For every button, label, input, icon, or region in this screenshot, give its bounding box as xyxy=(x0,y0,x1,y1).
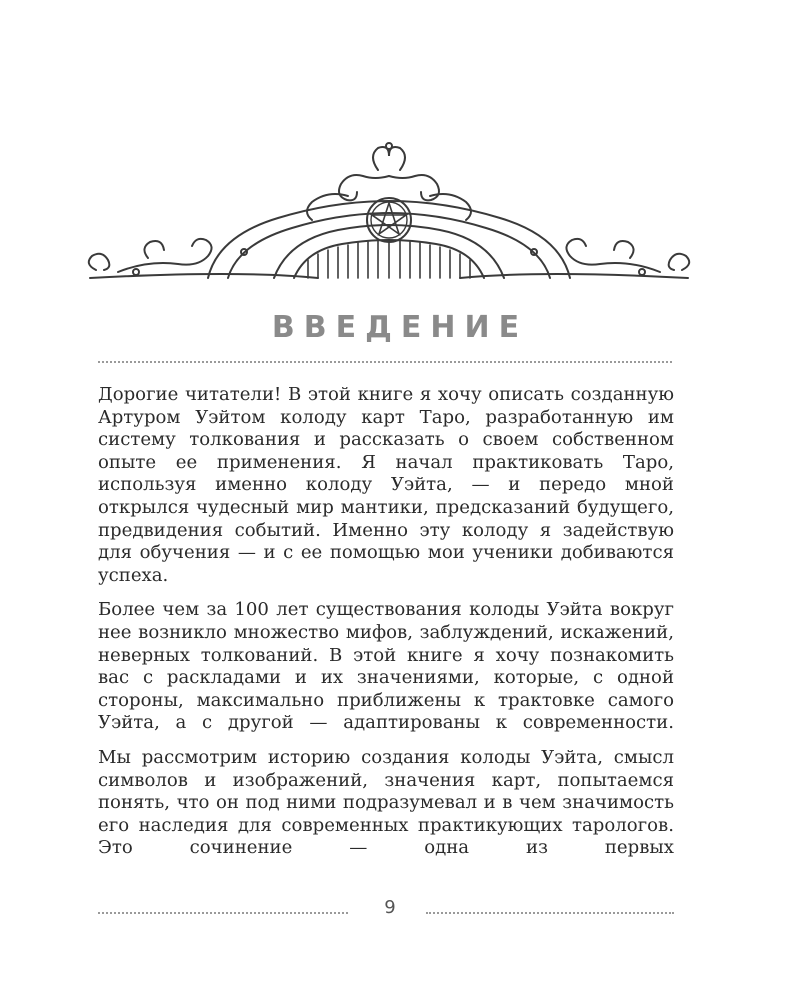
paragraph: Более чем за 100 лет существования колоды Уэйта вокруг нее возникло множество мифов, заблуждений, искажений, неверных толкований. В этой книге я хочу познакомить вас с раскладами и их значениями, которые, с одной стороны, максимально приближены к трактовке самого Уэйта, а с другой — адаптированы к современности. xyxy=(98,599,674,734)
title-divider xyxy=(98,361,672,363)
paragraph: Дорогие читатели! В этой книге я хочу описать созданную Артуром Уэйтом колоду карт Таро, разработанную им систему толкования и рассказать о своем собственном опыте ее применения. Я начал практиковать Таро, используя именно колоду Уэйта, — и передо мной открылся чудесный мир мантики, предсказаний будущего, предвидения событий. Именно эту колоду я задействую для обучения — и с ее помощью мои ученики добиваются успеха. xyxy=(98,384,674,586)
header-ornament xyxy=(78,140,700,290)
paragraph: Мы рассмотрим историю создания колоды Уэйта, смысл символов и изображений, значения карт, попытаемся понять, что он под ними подразумевал и в чем значимость его наследия для современных практикующих тарологов. Это сочинение — одна из первых xyxy=(98,746,674,859)
footer-divider-left xyxy=(98,912,348,914)
page-number: 9 xyxy=(384,897,396,918)
chapter-body xyxy=(98,384,674,860)
footer-divider-right xyxy=(426,912,674,914)
chapter-title: ВВЕДЕНИЕ xyxy=(271,310,529,345)
